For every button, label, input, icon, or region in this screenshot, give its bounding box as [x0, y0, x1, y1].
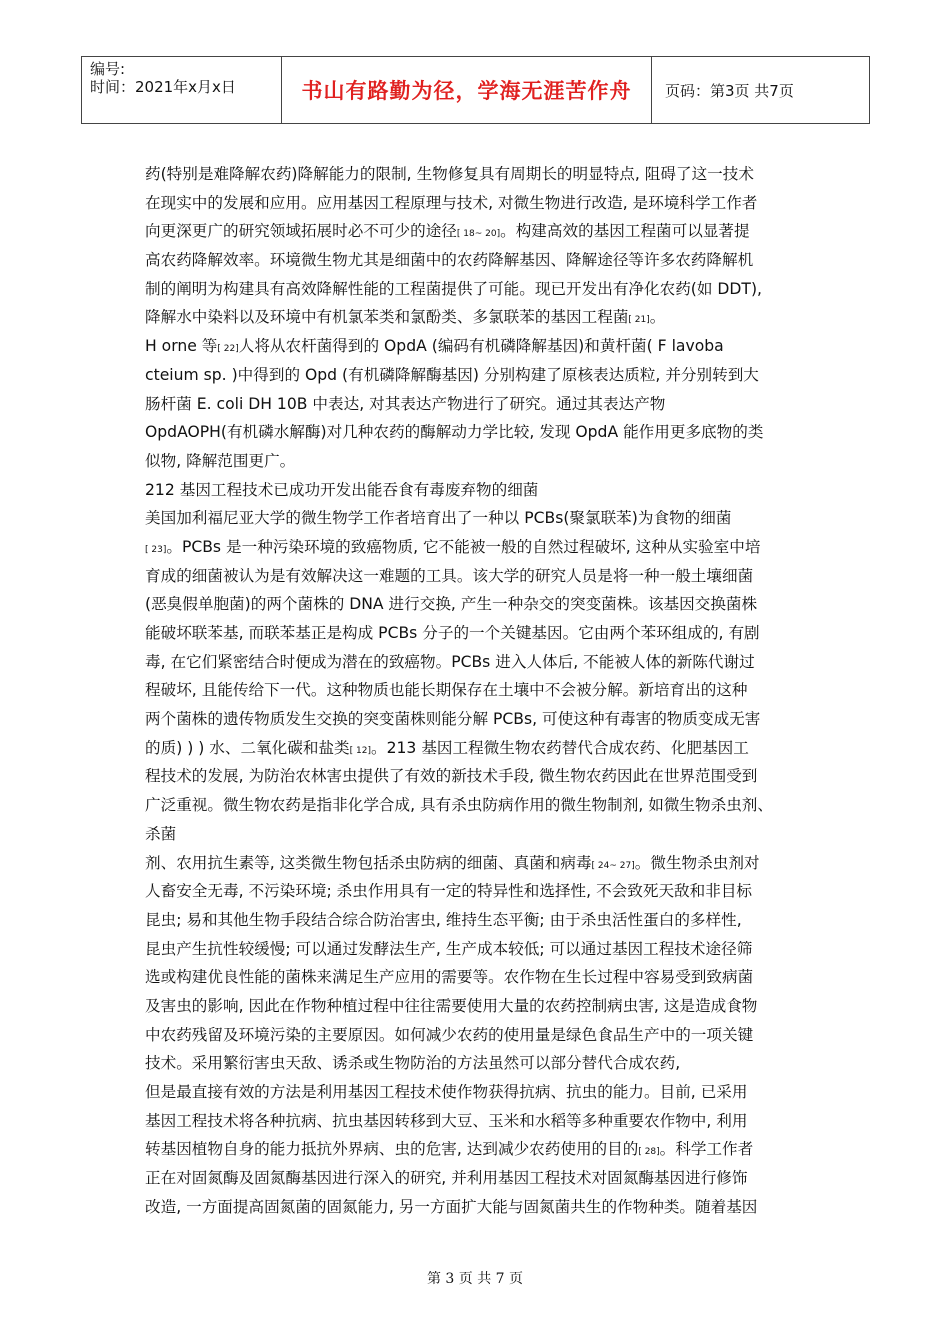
- text-line: [145, 849, 813, 878]
- text-run: 但是最直接有效的方法是利用基因工程技术使作物获得抗病、抗虫的能力。目前, 已采用: [145, 1083, 748, 1101]
- text-line: [145, 217, 813, 246]
- text-run: H orne 等: [145, 337, 218, 356]
- text-run: 人将从农杆菌得到的 OpdA (编码有机磷降解基因)和黄杆菌( F lavoba: [238, 337, 724, 356]
- text-line: [145, 418, 813, 447]
- text-line: [145, 1078, 813, 1107]
- text-line: [145, 303, 813, 332]
- text-line: [145, 1164, 813, 1193]
- text-line: [145, 1021, 813, 1050]
- citation-ref: [ 21]: [628, 315, 650, 326]
- text-run: 。构建高效的基因工程菌可以显著提: [500, 222, 750, 241]
- header-page-info-cell: [652, 57, 869, 123]
- text-line: [145, 619, 813, 648]
- text-run: 肠杆菌 E. coli DH 10B 中表达, 对其表达产物进行了研究。通过其表达产物: [145, 394, 666, 413]
- text-line: [145, 1135, 813, 1164]
- text-run: 。: [649, 308, 666, 327]
- text-run: 及害虫的影响, 因此在作物种植过程中往往需要使用大量的农药控制病虫害, 这是造成食物: [145, 996, 758, 1015]
- text-run: 的质) ) ) 水、二氧化碳和盐类: [145, 738, 350, 757]
- text-run: 制的阐明为构建具有高效降解性能的工程菌提供了可能。现已开发出有净化农药(如 DDT),: [145, 279, 762, 298]
- text-line: [145, 390, 813, 419]
- text-line: [145, 590, 813, 619]
- text-run: 。PCBs 是一种污染环境的致癌物质, 它不能被一般的自然过程破坏, 这种从实验室中培: [166, 537, 761, 556]
- text-run: 。213 基因工程微生物农药替代合成农药、化肥基因工: [371, 738, 749, 757]
- text-line: [145, 246, 813, 275]
- text-run: 剂、农用抗生素等, 这类微生物包括杀虫防病的细菌、真菌和病毒: [145, 853, 592, 872]
- citation-ref: [ 28]: [638, 1147, 660, 1158]
- text-line: [145, 1107, 813, 1136]
- header-motto: 书山有路勤为径，学海无涯苦作舟: [301, 79, 632, 103]
- text-line: [145, 676, 813, 705]
- citation-ref: [ 24~ 27]: [591, 860, 635, 871]
- text-run: 人畜安全无毒, 不污染环境; 杀虫作用具有一定的特异性和选择性, 不会致死天敌和非目标: [145, 882, 753, 901]
- text-line: [145, 791, 813, 820]
- text-run: cteium sp. )中得到的 Opd (有机磷降解酶基因) 分别构建了原核表达质粒, 并分别转到大: [145, 365, 759, 384]
- header-motto-cell: [282, 57, 652, 123]
- text-line: [145, 963, 813, 992]
- document-time-label: 时间：2021年x月x日: [90, 78, 236, 96]
- text-line: [145, 877, 813, 906]
- text-run: 中农药残留及环境污染的主要原因。如何减少农药的使用量是绿色食品生产中的一项关键: [145, 1025, 754, 1044]
- text-run: 基因工程技术将各种抗病、抗虫基因转移到大豆、玉米和水稻等多种重要农作物中, 利用: [145, 1111, 748, 1130]
- text-line: [145, 820, 813, 849]
- text-line: [145, 762, 813, 791]
- text-line: [145, 705, 813, 734]
- text-line: [145, 160, 813, 189]
- text-run: 向更深更广的研究领域拓展时必不可少的途径: [145, 222, 457, 241]
- text-line: [145, 332, 813, 361]
- text-run: 降解水中染料以及环境中有机氯苯类和氯酚类、多氯联苯的基因工程菌: [145, 308, 629, 327]
- citation-ref: [ 18~ 20]: [456, 229, 501, 240]
- text-run: 昆虫产生抗性较缓慢; 可以通过发酵法生产, 生产成本较低; 可以通过基因工程技术途径筛: [145, 939, 753, 958]
- body-text: [145, 160, 813, 1221]
- text-line: [145, 562, 813, 591]
- text-run: 。微生物杀虫剂对: [634, 853, 760, 872]
- text-run: 杀菌: [145, 824, 177, 843]
- text-run: 能破坏联苯基, 而联苯基正是构成 PCBs 分子的一个关键基因。它由两个苯环组成的, 有剧: [145, 624, 760, 642]
- text-run: 技术。采用繁衍害虫天敌、诱杀或生物防治的方法虽然可以部分替代合成农药,: [145, 1054, 681, 1073]
- text-line: [145, 533, 813, 562]
- text-line: [145, 476, 813, 505]
- text-run: 昆虫; 易和其他生物手段结合综合防治害虫, 维持生态平衡; 由于杀虫活性蛋白的多样性,: [145, 910, 742, 929]
- text-line: [145, 361, 813, 390]
- page-footer: 第 3 页 共 7 页: [426, 1271, 524, 1287]
- text-run: 212 基因工程技术已成功开发出能吞食有毒废弃物的细菌: [145, 480, 539, 499]
- text-run: 在现实中的发展和应用。应用基因工程原理与技术, 对微生物进行改造, 是环境科学工作者: [145, 193, 758, 212]
- text-run: 程技术的发展, 为防治农林害虫提供了有效的新技术手段, 微生物农药因此在世界范围受到: [145, 767, 758, 786]
- header-meta: [82, 57, 282, 123]
- citation-ref: [ 23]: [145, 544, 167, 555]
- text-line: [145, 935, 813, 964]
- text-line: [145, 1193, 813, 1222]
- text-run: 。科学工作者: [659, 1140, 754, 1159]
- text-run: 育成的细菌被认为是有效解决这一难题的工具。该大学的研究人员是将一种一般土壤细菌: [145, 566, 754, 585]
- text-run: 似物, 降解范围更广。: [145, 451, 296, 470]
- text-run: 转基因植物自身的能力抵抗外界病、虫的危害, 达到减少农药使用的目的: [145, 1140, 639, 1159]
- text-run: 高农药降解效率。环境微生物尤其是细菌中的农药降解基因、降解途径等许多农药降解机: [145, 251, 754, 270]
- text-run: 毒, 在它们紧密结合时便成为潜在的致癌物。PCBs 进入人体后, 不能被人体的新陈代谢过: [145, 652, 755, 671]
- text-run: 程破坏, 且能传给下一代。这种物质也能长期保存在土壤中不会被分解。新培育出的这种: [145, 681, 748, 700]
- text-line: [145, 648, 813, 677]
- text-line: [145, 447, 813, 476]
- text-line: [145, 906, 813, 935]
- text-run: 广泛重视。微生物农药是指非化学合成, 具有杀虫防病作用的微生物制剂, 如微生物杀虫剂、: [145, 796, 773, 815]
- header-page-info: 页码：第3页 共7页: [665, 81, 794, 100]
- text-run: 美国加利福尼亚大学的微生物学工作者培育出了一种以 PCBs(聚氯联苯)为食物的细菌: [145, 509, 732, 528]
- text-line: [145, 734, 813, 763]
- text-line: [145, 189, 813, 218]
- text-run: 正在对固氮酶及固氮酶基因进行深入的研究, 并利用基因工程技术对固氮酶基因进行修饰: [145, 1169, 748, 1188]
- text-run: 选或构建优良性能的菌株来满足生产应用的需要等。农作物在生长过程中容易受到致病菌: [145, 968, 754, 987]
- text-run: OpdAOPH(有机磷水解酶)对几种农药的酶解动力学比较, 发现 OpdA 能作用更多底物的类: [145, 423, 764, 442]
- text-line: [145, 992, 813, 1021]
- text-run: 改造, 一方面提高固氮菌的固氮能力, 另一方面扩大能与固氮菌共生的作物种类。随着基因: [145, 1197, 758, 1216]
- text-line: [145, 275, 813, 304]
- document-number-label: 编号:: [90, 60, 126, 78]
- citation-ref: [ 22]: [217, 344, 239, 355]
- citation-ref: [ 12]: [349, 745, 371, 756]
- text-line: [145, 504, 813, 533]
- text-run: 两个菌株的遗传物质发生交换的突变菌株则能分解 PCBs, 可使这种有毒害的物质变成无害: [145, 710, 761, 729]
- text-run: (恶臭假单胞菌)的两个菌株的 DNA 进行交换, 产生一种杂交的突变菌株。该基因交换菌株: [145, 595, 758, 614]
- page-header: [81, 56, 870, 124]
- text-line: [145, 1049, 813, 1078]
- text-run: 药(特别是难降解农药)降解能力的限制, 生物修复具有周期长的明显特点, 阻碍了这一技术: [145, 165, 754, 183]
